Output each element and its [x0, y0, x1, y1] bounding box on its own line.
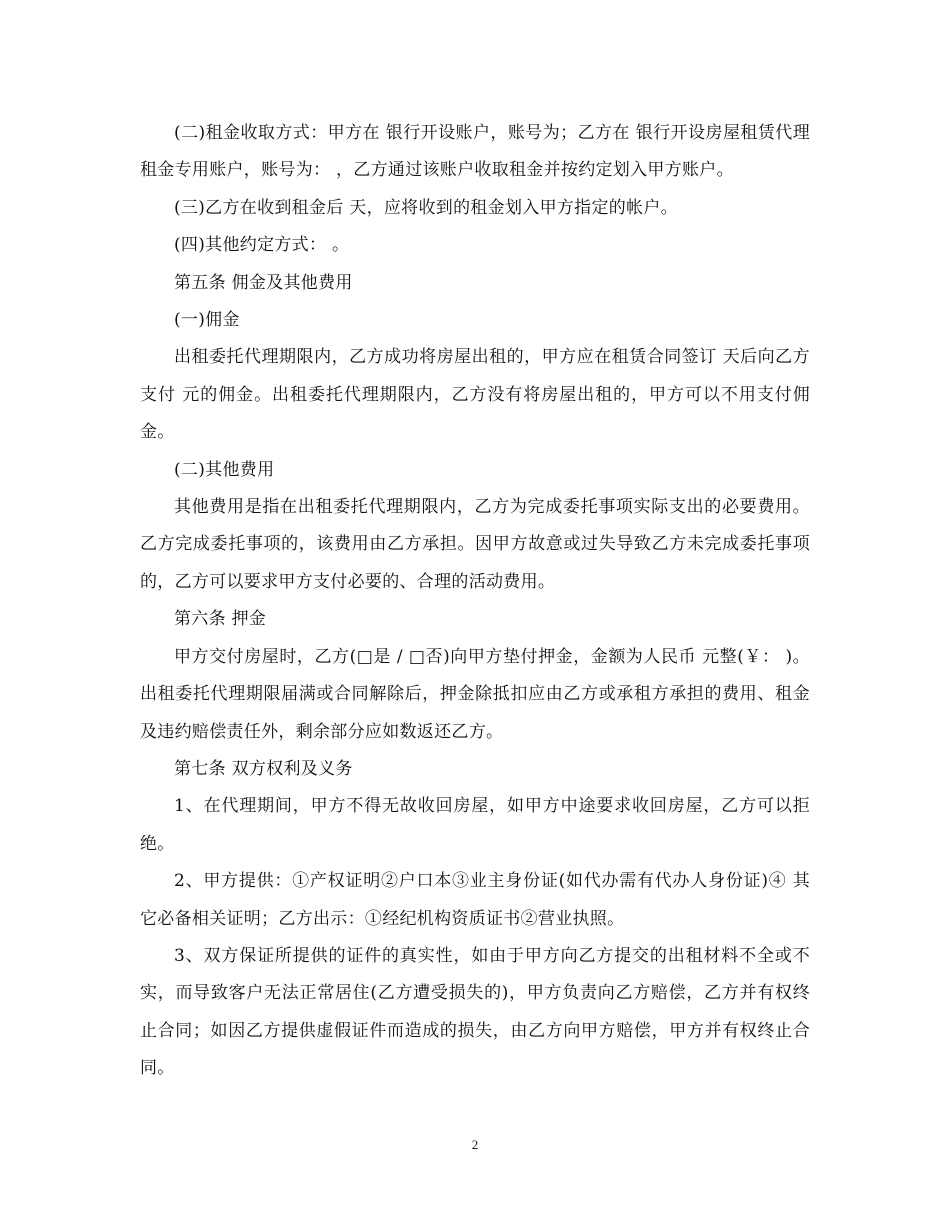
- paragraph-deposit: 甲方交付房屋时，乙方(□是 / □否)向甲方垫付押金，金额为人民币 元整(￥： )。出租委托代理期限届满或合同解除后，押金除抵扣应由乙方或承租方承担的费用、租金及违约赔偿责任外，剩余部分应如数返还乙方。: [140, 646, 810, 742]
- article-6-heading: 第六条 押金: [174, 609, 267, 630]
- paragraph-rent-transfer: (三)乙方在收到租金后 天，应将收到的租金划入甲方指定的帐户。: [174, 197, 678, 218]
- article-7-heading: 第七条 双方权利及义务: [174, 758, 353, 779]
- article-5-heading: 第五条 佣金及其他费用: [174, 272, 353, 293]
- paragraph-commission: 出租委托代理期限内，乙方成功将房屋出租的，甲方应在租赁合同签订 天后向乙方支付 元的佣金。出租委托代理期限内，乙方没有将房屋出租的，甲方可以不用支付佣金。: [140, 347, 810, 443]
- paragraph-other-methods: (四)其他约定方式： 。: [174, 235, 350, 256]
- paragraph-obligation-1: 1、在代理期间，甲方不得无故收回房屋，如甲方中途要求收回房屋，乙方可以拒绝。: [140, 796, 810, 854]
- commission-subheading: (一)佣金: [174, 310, 240, 331]
- document-body: [140, 115, 810, 1088]
- paragraph-other-fees: 其他费用是指在出租委托代理期限内，乙方为完成委托事项实际支出的必要费用。乙方完成委托事项的，该费用由乙方承担。因甲方故意或过失导致乙方未完成委托事项的，乙方可以要求甲方支付必要的、合理的活动费用。: [140, 497, 810, 592]
- other-fees-subheading: (二)其他费用: [174, 459, 275, 480]
- paragraph-obligation-3: 3、双方保证所提供的证件的真实性，如由于甲方向乙方提交的出租材料不全或不实，而导致客户无法正常居住(乙方遭受损失的)，甲方负责向乙方赔偿，乙方并有权终止合同；如因乙方提供虚假证件而造成的损失，由乙方向甲方赔偿，甲方并有权终止合同。: [140, 945, 810, 1079]
- page-number: 2: [471, 1137, 479, 1152]
- paragraph-obligation-2: 2、甲方提供：①产权证明②户口本③业主身份证(如代办需有代办人身份证)④ 其它必备相关证明；乙方出示：①经纪机构资质证书②营业执照。: [140, 871, 810, 929]
- paragraph-rent-collection: (二)租金收取方式：甲方在 银行开设账户，账号为；乙方在 银行开设房屋租赁代理租金专用账户，账号为： ，乙方通过该账户收取租金并按约定划入甲方账户。: [140, 123, 810, 181]
